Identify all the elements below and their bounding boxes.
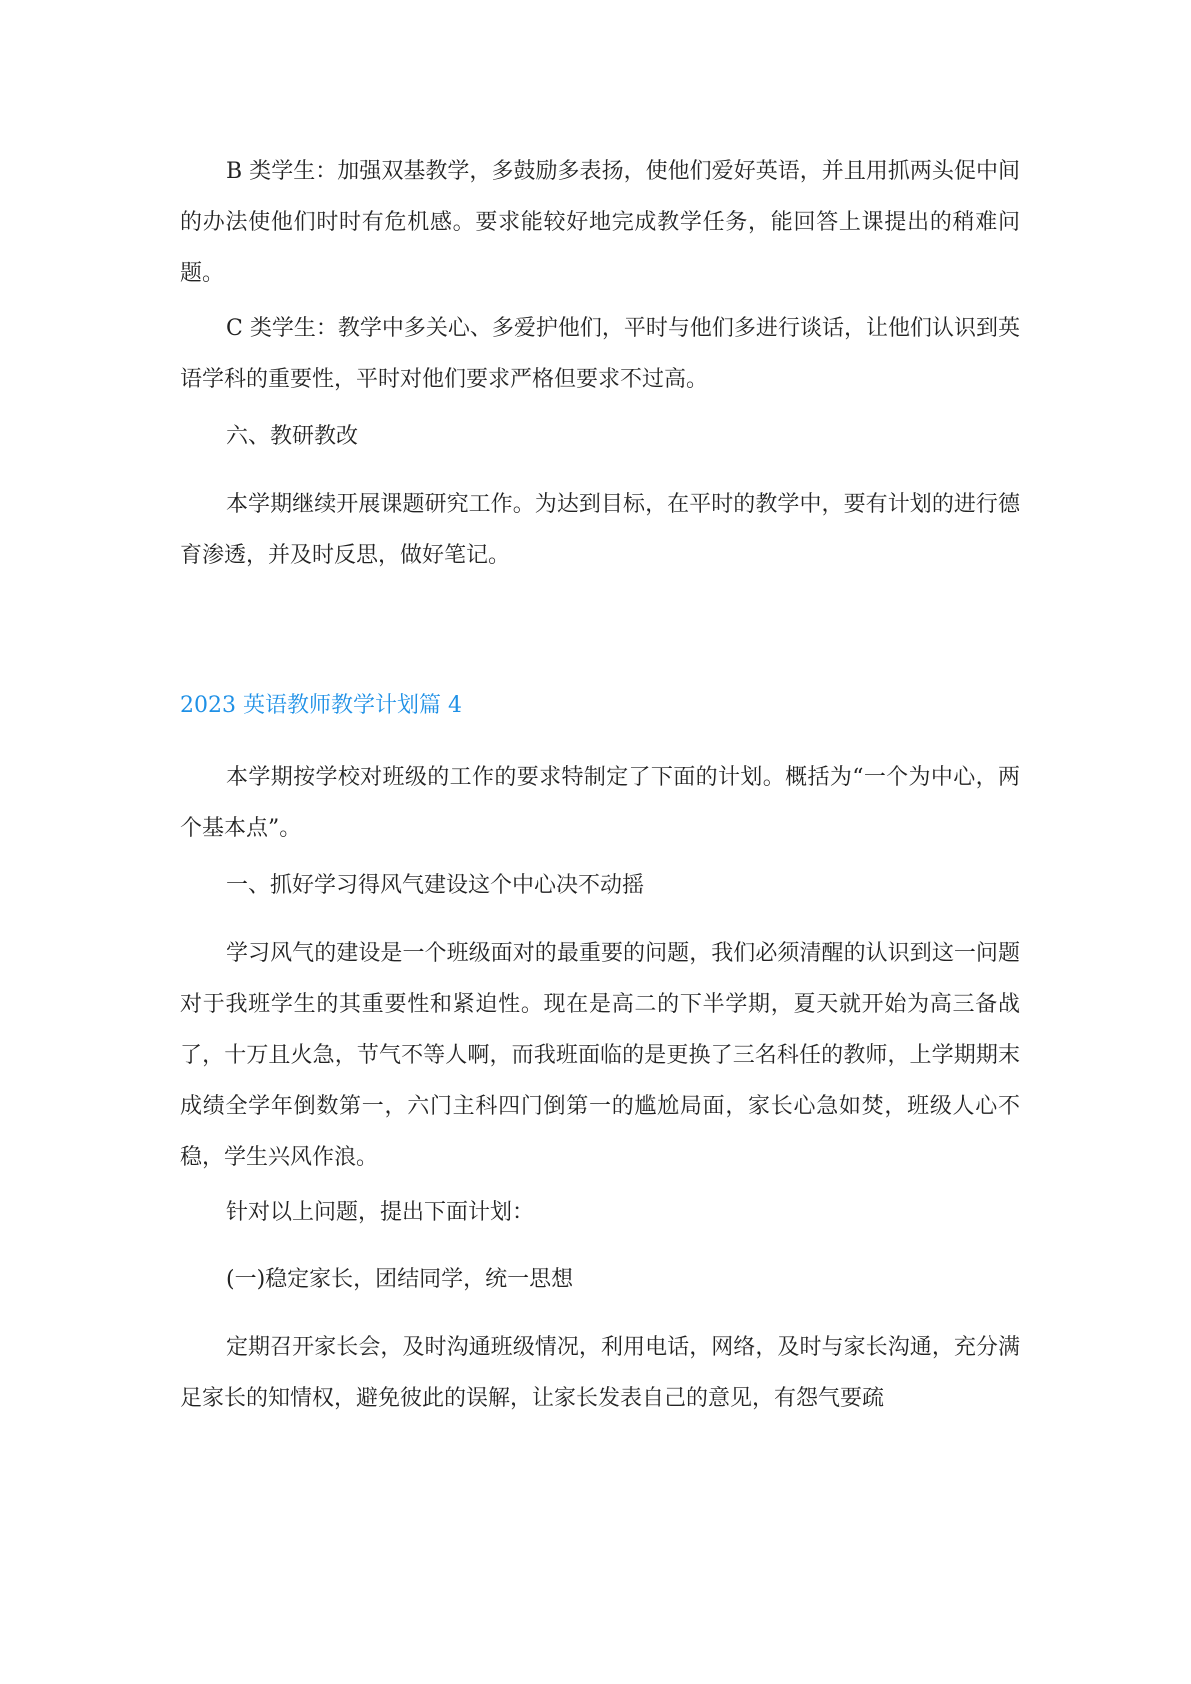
- paragraph-study-atmosphere: 学习风气的建设是一个班级面对的最重要的问题，我们必须清醒的认识到这一问题对于我班学生的其重要性和紧迫性。现在是高二的下半学期，夏天就开始为高三备战了，十万且火急，节气不等人啊，而我班面临的是更换了三名科任的教师，上学期期末成绩全学年倒数第一，六门主科四门倒第一的尴尬局面，家长心急如焚，班级人心不稳，学生兴风作浪。: [180, 941, 1020, 1170]
- subsection-title-stabilize-parents: (一)稳定家长，团结同学，统一思想: [226, 1267, 574, 1292]
- paragraph-c-students: C 类学生：教学中多关心、多爱护他们，平时与他们多进行谈话，让他们认识到英语学科的重要性，平时对他们要求严格但要求不过高。: [180, 316, 1020, 392]
- plan-4-heading-link[interactable]: 2023 英语教师教学计划篇 4: [180, 693, 462, 718]
- paragraph-parent-meetings: 定期召开家长会，及时沟通班级情况，利用电话，网络，及时与家长沟通，充分满足家长的知情权，避免彼此的误解，让家长发表自己的意见，有怨气要疏: [180, 1335, 1020, 1411]
- section-title-teaching-research: 六、教研教改: [226, 424, 359, 449]
- section-title-study-atmosphere: 一、抓好学习得风气建设这个中心决不动摇: [226, 873, 645, 898]
- paragraph-research-work: 本学期继续开展课题研究工作。为达到目标，在平时的教学中，要有计划的进行德育渗透，并及时反思，做好笔记。: [180, 492, 1020, 568]
- paragraph-plan-intro: 本学期按学校对班级的工作的要求特制定了下面的计划。概括为“一个为中心，两个基本点”。: [180, 765, 1020, 841]
- paragraph-b-students: B 类学生：加强双基教学，多鼓励多表扬，使他们爱好英语，并且用抓两头促中间的办法使他们时时有危机感。要求能较好地完成教学任务，能回答上课提出的稍难问题。: [180, 159, 1020, 286]
- paragraph-plan-lead-in: 针对以上问题，提出下面计划：: [226, 1200, 535, 1225]
